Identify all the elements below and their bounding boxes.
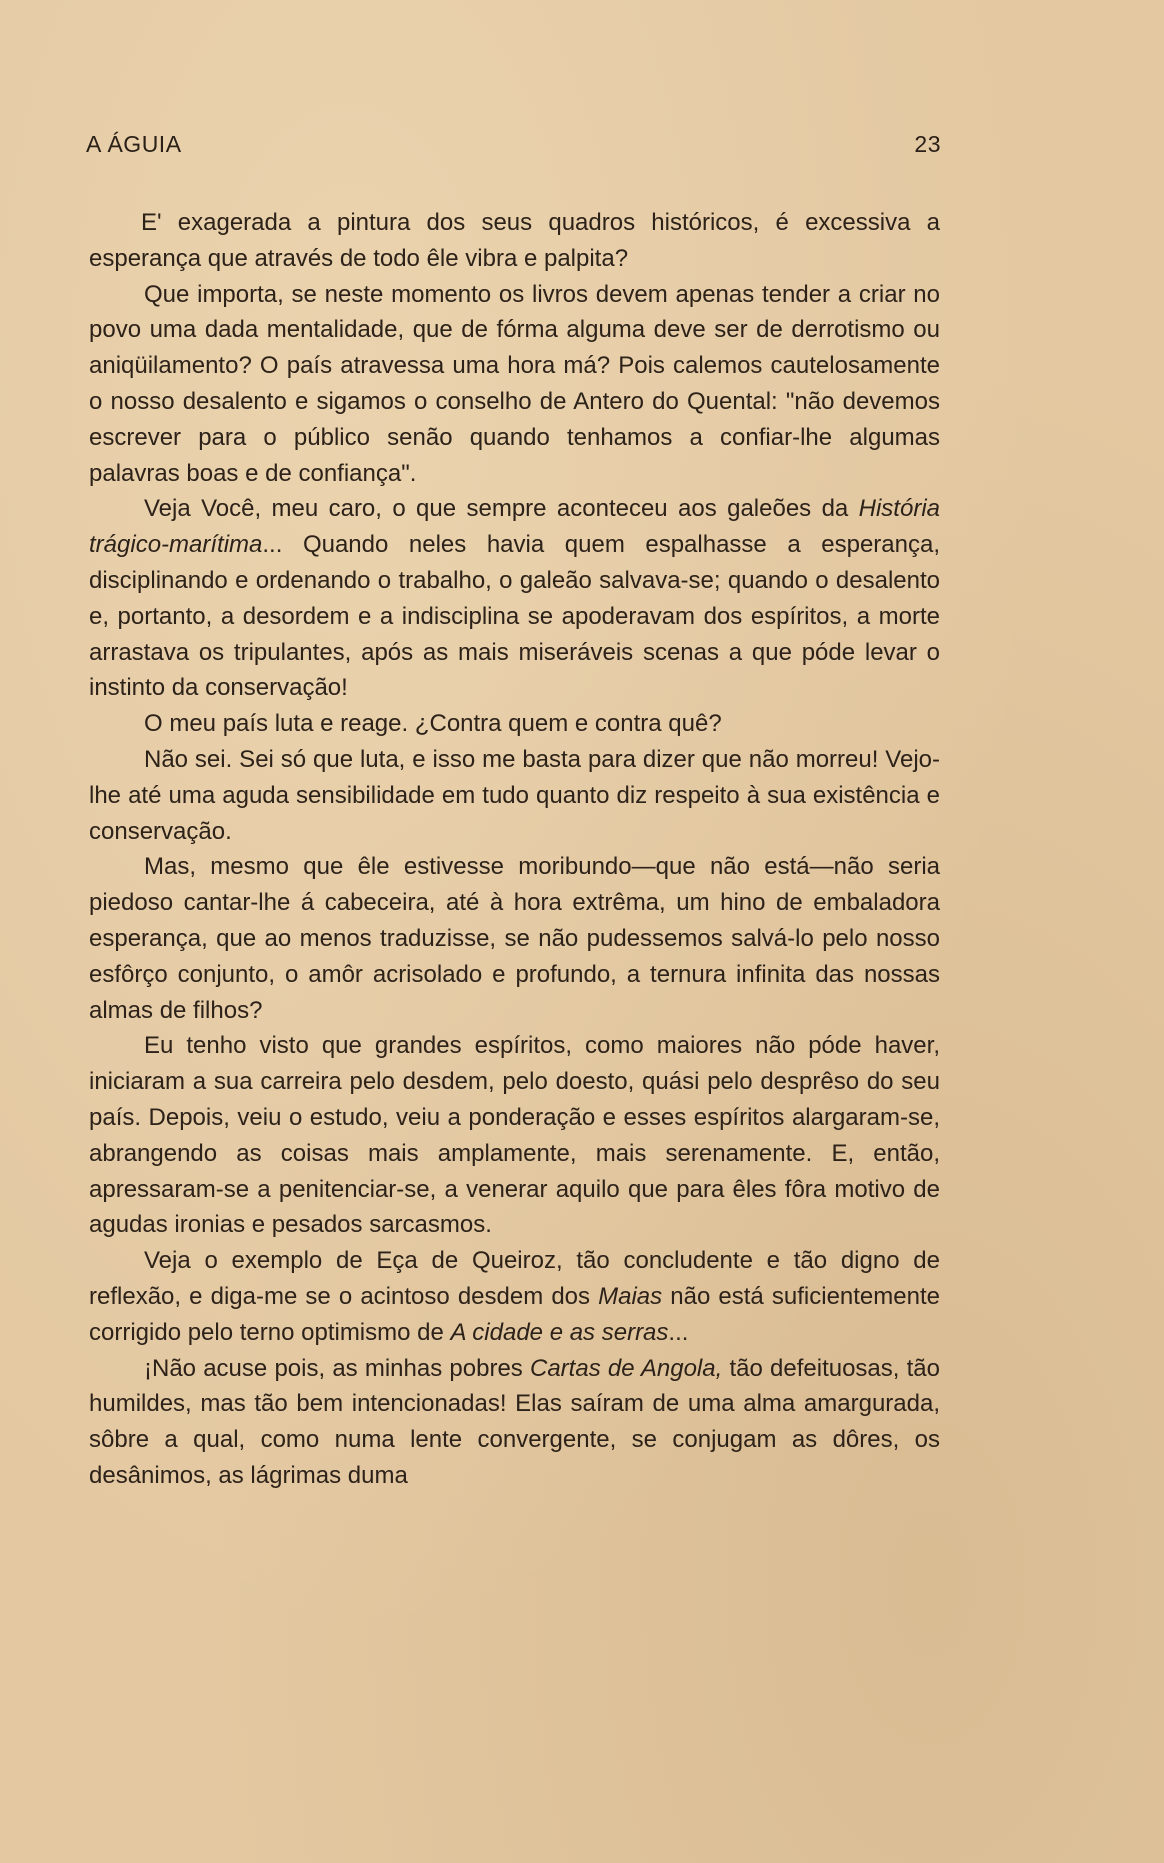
text-segment: Veja Você, meu caro, o que sempre aconteceu aos galeões da <box>144 495 859 523</box>
paragraph <box>89 706 940 742</box>
text-segment: Eu tenho visto que grandes espíritos, como maiores não póde haver, iniciaram a sua carreira pelo desdem, pelo doesto, quási pelo desprêso do seu país. Depois, veiu o estudo, veiu a ponderação e esses espíritos alargaram-se, abrangendo as coisas mais amplamente, mais serenamente. E, então, apressaram-se a penitenciar-se, a venerar aquilo que para êles fôra motivo de agudas ironias e pesados sarcasmos. <box>89 1032 940 1239</box>
italic-title: História trágico-marítima <box>89 495 940 559</box>
running-title: A ÁGUIA <box>86 131 182 157</box>
italic-title: Cartas de Angola, <box>530 1354 723 1382</box>
text-segment: E' exagerada a pintura dos seus quadros históricos, é excessiva a esperança que através de todo êle vibra e palpita? <box>89 209 940 272</box>
paragraph <box>89 491 940 706</box>
body-text <box>89 205 940 1494</box>
text-segment: ¡Não acuse pois, as minhas pobres <box>144 1354 530 1382</box>
italic-title: Maias <box>598 1282 663 1310</box>
text-segment: ... Quando neles havia quem espalhasse a esperança, disciplinando e ordenando o trabalho, o galeão salvava-se; quando o desalento e, portanto, a desordem e a indisciplina se apoderavam dos espíritos, a morte arrastava os tripulantes, após as mais miseráveis scenas a que póde levar o instinto da conservação! <box>89 531 940 702</box>
italic-title: A cidade e as serras <box>450 1318 669 1346</box>
text-segment: Não sei. Sei só que luta, e isso me basta para dizer que não morreu! Vejo-lhe até uma aguda sensibilidade em tudo quanto diz respeito à sua existência e conservação. <box>89 745 940 845</box>
text-segment: ... <box>668 1318 689 1346</box>
paragraph <box>89 1028 940 1243</box>
text-segment: O meu país luta e reage. ¿Contra quem e contra quê? <box>144 710 722 738</box>
paragraph <box>89 277 940 492</box>
text-segment: não está suficientemente corrigido pelo terno optimismo de <box>89 1282 940 1346</box>
paragraph <box>89 1243 940 1350</box>
page-header <box>86 131 941 163</box>
text-segment: Veja o exemplo de Eça de Queiroz, tão concludente e tão digno de reflexão, e diga-me se o acintoso desdem dos <box>89 1247 940 1310</box>
text-segment: Que importa, se neste momento os livros devem apenas tender a criar no povo uma dada mentalidade, que de fórma alguma deve ser de derrotismo ou aniqüilamento? O país atravessa uma hora má? Pois calemos cautelosamente o nosso desalento e sigamos o conselho de Antero do Quental: "não devemos escrever para o público senão quando tenhamos a confiar-lhe algumas palavras boas e de confiança". <box>89 280 940 487</box>
paragraph <box>89 205 940 277</box>
text-segment: Mas, mesmo que êle estivesse moribundo—que não está—não seria piedoso cantar-lhe á cabeceira, até à hora extrêma, um hino de embaladora esperança, que ao menos traduzisse, se não pudessemos salvá-lo pelo nosso esfôrço conjunto, o amôr acrisolado e profundo, a ternura infinita das nossas almas de filhos? <box>89 853 940 1024</box>
paragraph <box>89 849 940 1028</box>
text-segment: tão defeituosas, tão humildes, mas tão bem intencionadas! Elas saíram de uma alma amargurada, sôbre a qual, como numa lente convergente, se conjugam as dôres, os desânimos, as lágrimas duma <box>89 1354 940 1489</box>
page-number: 23 <box>914 131 941 157</box>
paragraph <box>89 742 940 849</box>
paragraph <box>89 1351 940 1494</box>
